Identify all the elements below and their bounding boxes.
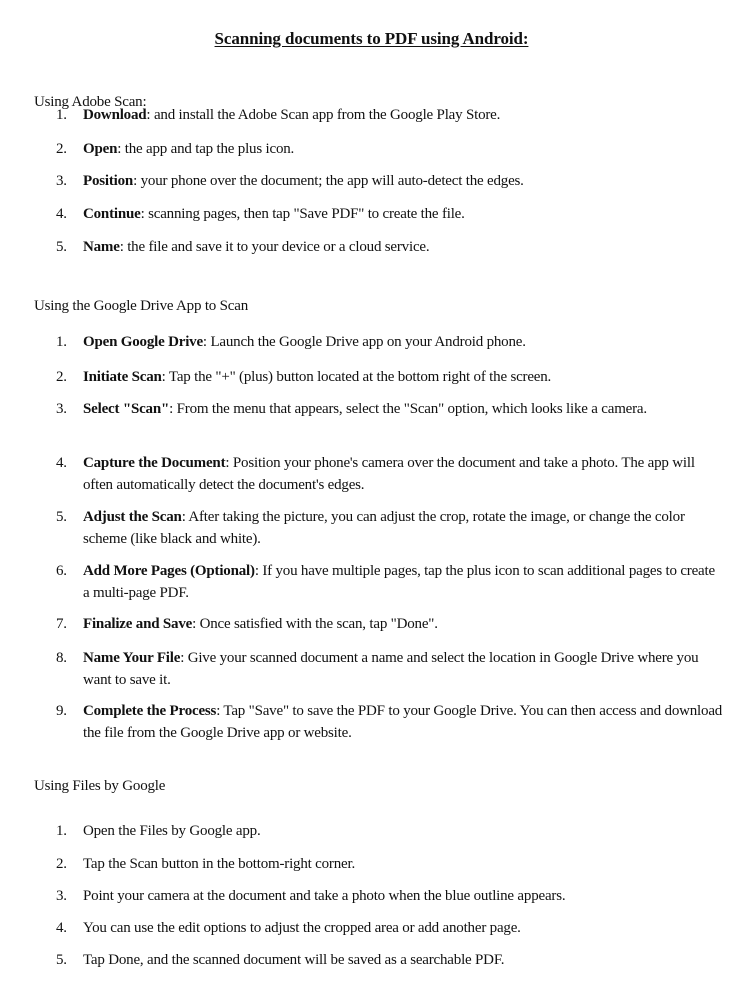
list-item-text [83, 138, 723, 160]
list-item-text [83, 613, 723, 635]
list-item-label: Name Your File [83, 650, 181, 666]
list-item-label: Select "Scan" [83, 401, 170, 417]
list-item-text [83, 170, 723, 192]
list-item-description: : If you have multiple pages, tap the plus icon to scan additional pages to create a multi-page PDF. [83, 563, 715, 601]
section-heading-adobe-scan: Using Adobe Scan: [34, 94, 147, 110]
list-item-number: 2. [56, 856, 67, 872]
list-item-description: : Tap the "+" (plus) button located at the bottom right of the screen. [161, 369, 552, 385]
list-item-label: Open [83, 141, 118, 157]
list-item-number: 4. [56, 455, 67, 471]
list-item-number: 3. [56, 401, 67, 417]
list-item-description: : Once satisfied with the scan, tap "Done". [192, 616, 438, 632]
list-item-number: 9. [56, 703, 67, 719]
list-item-label: Name [83, 239, 120, 255]
list-item-description: Point your camera at the document and take a photo when the blue outline appears. [83, 888, 566, 904]
list-item-label: Initiate Scan [83, 369, 162, 385]
list-item-text [83, 104, 723, 126]
list-item-description: : Position your phone's camera over the document and take a photo. The app will often automatically detect the document's edges. [83, 455, 695, 493]
list-item-text [83, 647, 723, 691]
list-item-label: Capture the Document [83, 455, 226, 471]
list-item-label: Download [83, 107, 147, 123]
list-item-label: Complete the Process [83, 703, 217, 719]
list-item-label: Add More Pages (Optional) [83, 563, 255, 579]
list-item-number: 1. [56, 823, 67, 839]
list-item-text [83, 853, 723, 875]
list-item-number: 3. [56, 173, 67, 189]
list-item-text [83, 203, 723, 225]
list-item-number: 7. [56, 616, 67, 632]
list-item-text [83, 949, 723, 971]
list-item-text [83, 560, 723, 604]
list-item-description: : Give your scanned document a name and select the location in Google Drive where you want to save it. [83, 650, 699, 688]
list-item-number: 2. [56, 141, 67, 157]
list-item-number: 8. [56, 650, 67, 666]
list-item-label: Open Google Drive [83, 334, 203, 350]
list-item-number: 5. [56, 952, 67, 968]
list-item-text [83, 700, 723, 744]
list-item-text [83, 820, 723, 842]
list-item-label: Position [83, 173, 134, 189]
list-item-description: : From the menu that appears, select the "Scan" option, which looks like a camera. [169, 401, 647, 417]
list-item-label: Finalize and Save [83, 616, 193, 632]
list-item-description: : your phone over the document; the app will auto-detect the edges. [133, 173, 524, 189]
list-item-text [83, 236, 723, 258]
list-item-text [83, 506, 723, 550]
list-item-description: : Tap "Save" to save the PDF to your Google Drive. You can then access and download the file from the Google Drive app or website. [83, 703, 723, 741]
list-item-number: 4. [56, 206, 67, 222]
list-item-text [83, 452, 723, 496]
list-item-text [83, 917, 723, 939]
list-item-label: Adjust the Scan [83, 509, 182, 525]
list-item-number: 5. [56, 239, 67, 255]
list-item-number: 2. [56, 369, 67, 385]
list-item-text [83, 331, 723, 353]
list-item-number: 1. [56, 334, 67, 350]
list-item-number: 3. [56, 888, 67, 904]
list-item-description: : scanning pages, then tap "Save PDF" to create the file. [140, 206, 465, 222]
list-item-description: Tap the Scan button in the bottom-right corner. [83, 856, 355, 872]
list-item-label: Continue [83, 206, 141, 222]
section-heading: Using Files by Google [34, 778, 166, 794]
list-item-description: : the app and tap the plus icon. [117, 141, 295, 157]
list-item-description: : the file and save it to your device or a cloud service. [119, 239, 430, 255]
list-item-text [83, 885, 723, 907]
list-item-description: : After taking the picture, you can adjust the crop, rotate the image, or change the color scheme (like black and white). [83, 509, 685, 547]
list-item-number: 5. [56, 509, 67, 525]
list-item-description: : and install the Adobe Scan app from the Google Play Store. [146, 107, 501, 123]
list-item-text [83, 398, 723, 420]
list-item-description: Tap Done, and the scanned document will be saved as a searchable PDF. [83, 952, 505, 968]
list-item-description: You can use the edit options to adjust the cropped area or add another page. [83, 920, 521, 936]
page-title: Scanning documents to PDF using Android: [214, 29, 529, 48]
list-item-text [83, 366, 723, 388]
list-item-description: : Launch the Google Drive app on your Android phone. [202, 334, 526, 350]
list-item-number: 4. [56, 920, 67, 936]
section-heading: Using the Google Drive App to Scan [34, 298, 249, 314]
list-item-description: Open the Files by Google app. [83, 823, 261, 839]
list-item-number: 6. [56, 563, 67, 579]
list-item-number: 1. [56, 107, 67, 123]
